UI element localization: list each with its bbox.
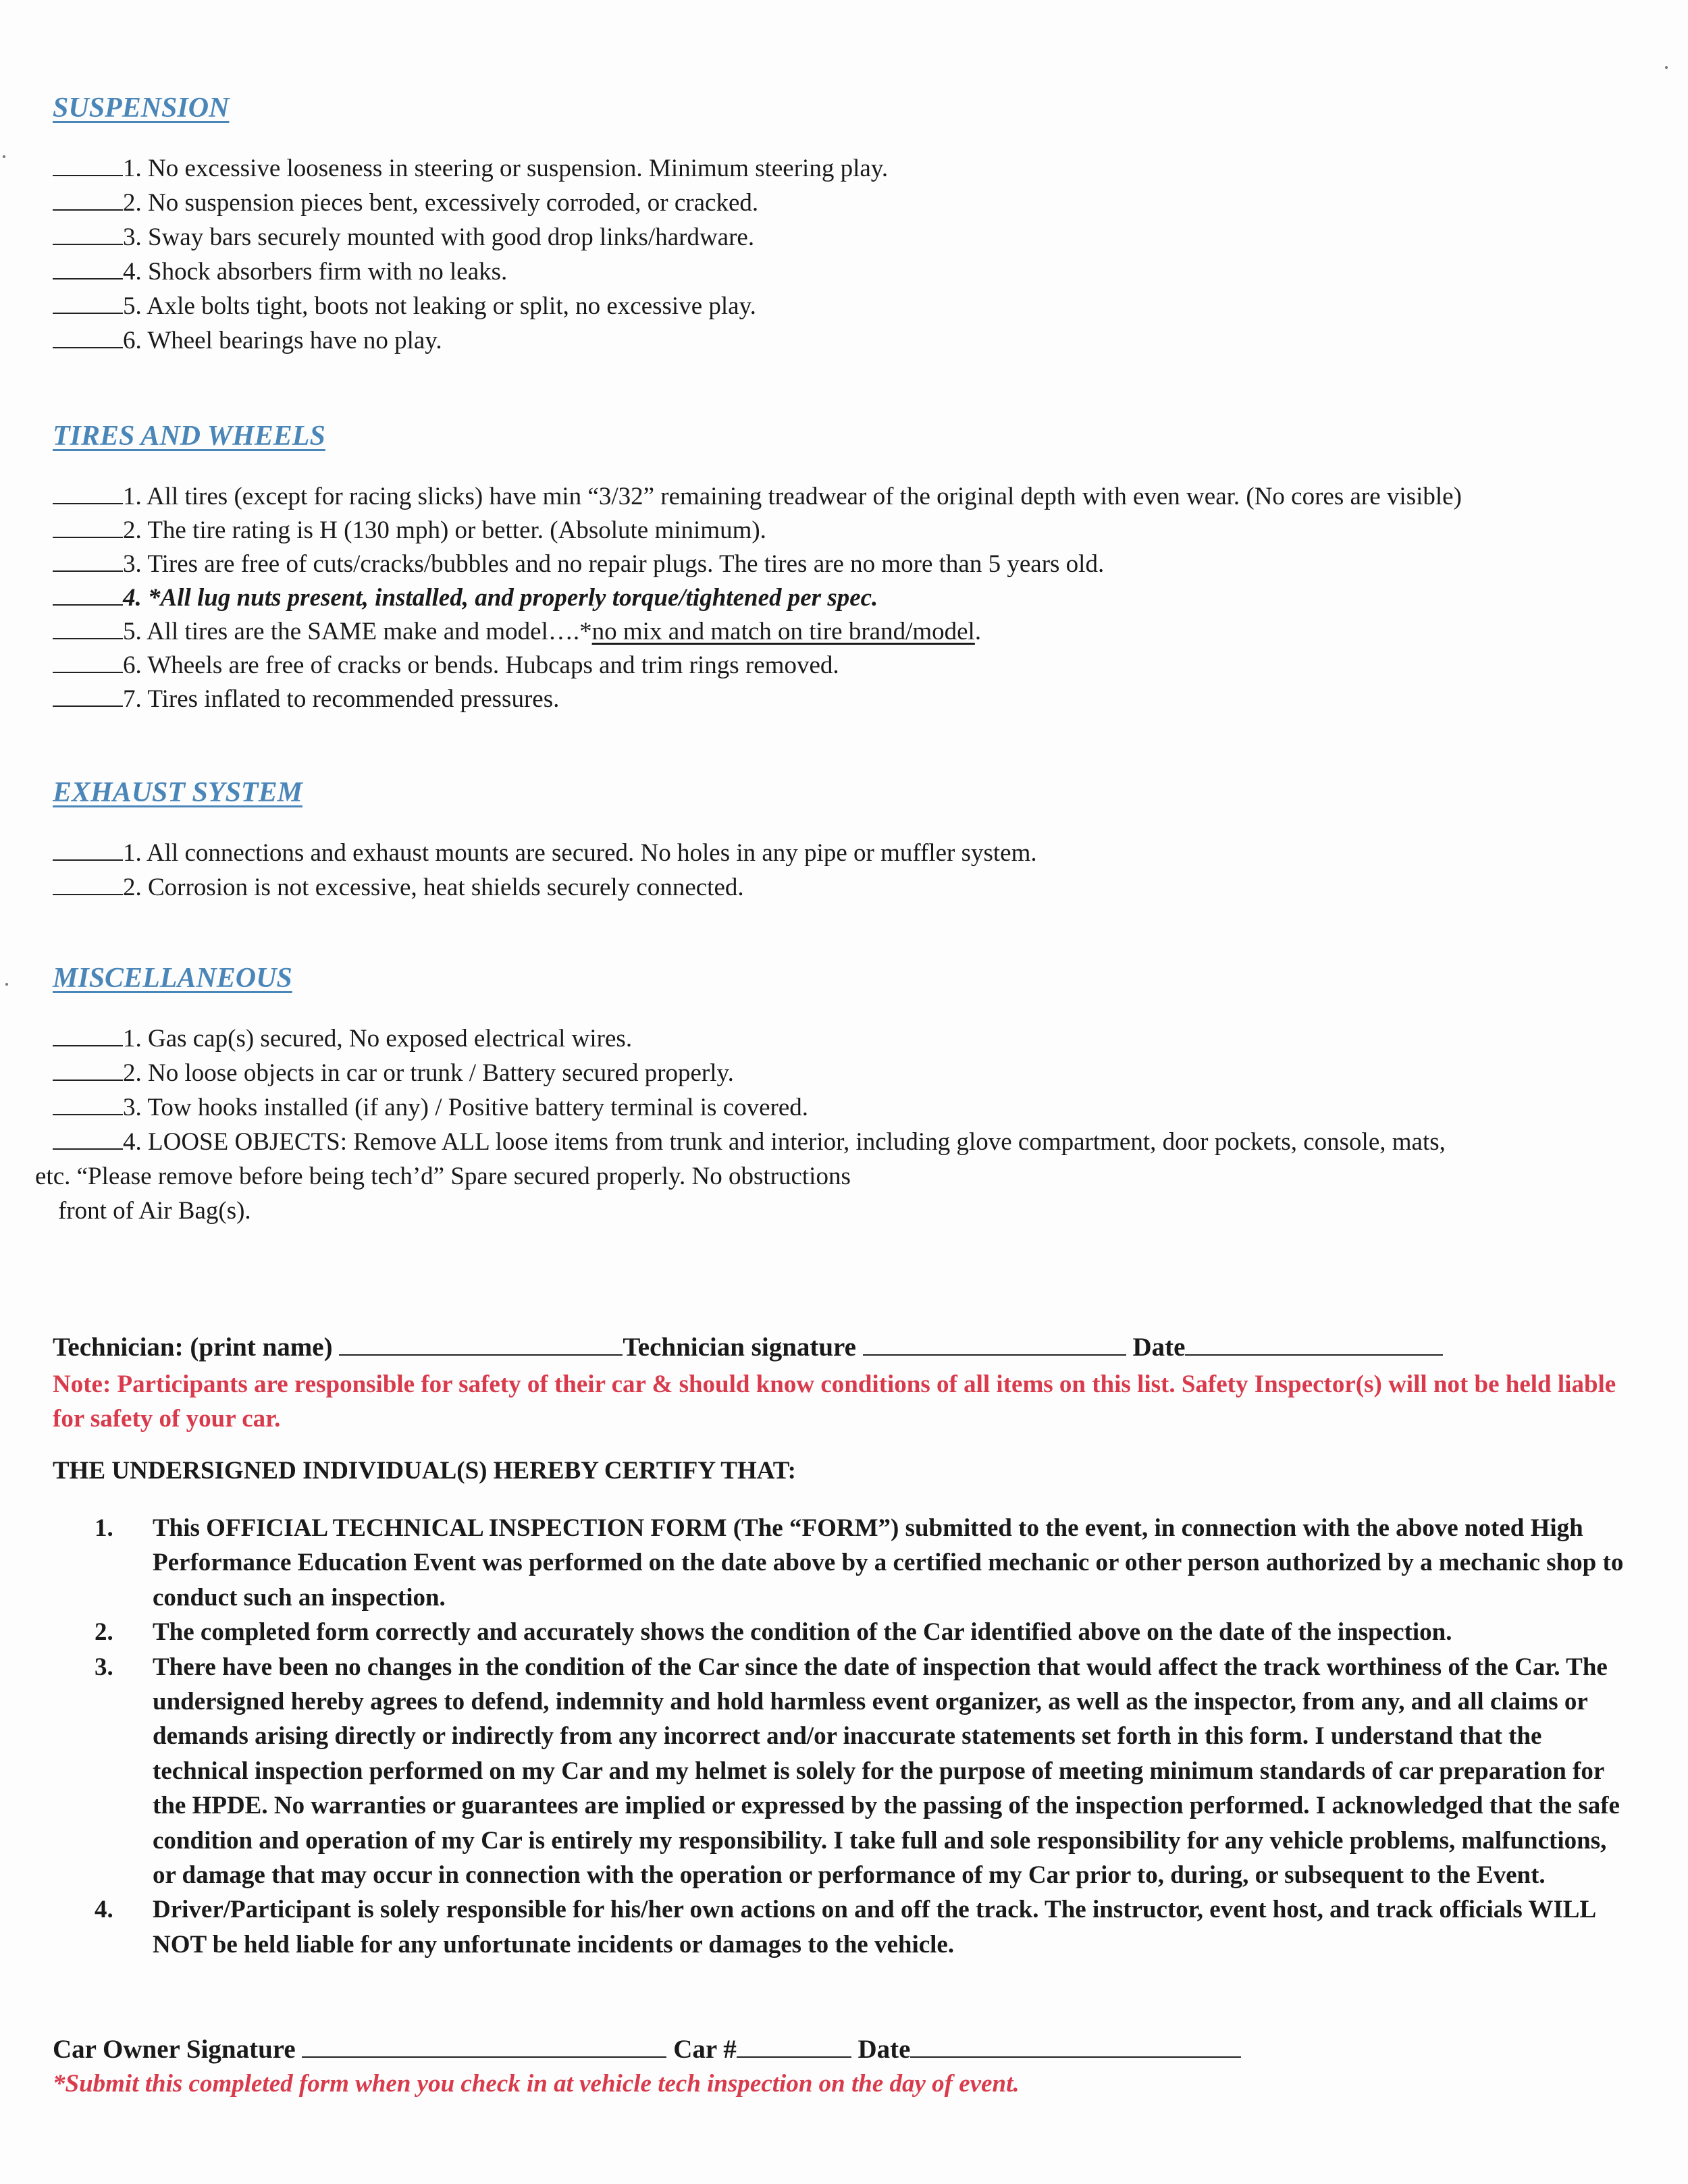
section-title-tires-and-wheels: TIRES AND WHEELS [53, 421, 325, 452]
owner-signature-field[interactable] [302, 2033, 666, 2058]
checklist-item: 3. Tow hooks installed (if any) / Positive battery terminal is covered. [53, 1090, 808, 1125]
check-blank[interactable] [53, 584, 123, 606]
checklist-item-continuation: front of Air Bag(s). [58, 1197, 251, 1225]
check-blank[interactable] [53, 327, 123, 348]
check-blank[interactable] [53, 292, 123, 314]
check-blank[interactable] [53, 550, 123, 572]
certification-terms [95, 1511, 1634, 1962]
checklist-item: 4. LOOSE OBJECTS: Remove ALL loose items from trunk and interior, including glove compartment, door pockets, console, mats, [53, 1125, 1446, 1159]
checklist-item: 6. Wheels are free of cracks or bends. Hubcaps and trim rings removed. [53, 648, 839, 683]
term-item: 3. There have been no changes in the condition of the Car since the date of inspection that would affect the track worthiness of the Car. The undersigned hereby agrees to defend, indemnity and hold harmless event organizer, as well as the inspector, from any, and all claims or demands arising directly or indirectly from any incorrect and/or inaccurate statements set forth in this form. I understand that the technical inspection performed on my Car and my helmet is solely for the purpose of meeting minimum standards of car preparation for the HPDE. No warranties or guarantees are implied or expressed by the passing of the inspection performed. I acknowledged that the safe condition and operation of my Car is entirely my responsibility. I take full and sole responsibility for any vehicle problems, malfunctions, or damage that may occur in connection with the operation or performance of my Car prior to, during, or subsequent to the Event. [95, 1653, 1620, 1890]
check-blank[interactable] [53, 651, 123, 673]
technician-print-name-field[interactable] [339, 1331, 623, 1356]
check-blank[interactable] [53, 839, 123, 861]
certify-heading: THE UNDERSIGNED INDIVIDUAL(S) HEREBY CERTIFY THAT: [53, 1457, 796, 1485]
checklist-item: 2. No loose objects in car or trunk / Battery secured properly. [53, 1056, 734, 1090]
scan-speck [1665, 66, 1668, 69]
checklist-item: 2. Corrosion is not excessive, heat shields securely connected. [53, 870, 744, 905]
checklist-item: 6. Wheel bearings have no play. [53, 323, 442, 358]
car-number-label: Car # [673, 2035, 737, 2064]
technician-signature-field[interactable] [863, 1331, 1126, 1356]
section-title-exhaust-system: EXHAUST SYSTEM [53, 777, 302, 808]
scan-speck [3, 155, 5, 158]
car-number-field[interactable] [737, 2033, 851, 2058]
checklist-item: 5. Axle bolts tight, boots not leaking or split, no excessive play. [53, 289, 756, 323]
checklist-item: 1. Gas cap(s) secured, No exposed electrical wires. [53, 1021, 632, 1056]
owner-signature-label: Car Owner Signature [53, 2035, 296, 2064]
check-blank[interactable] [53, 223, 123, 245]
checklist-item: 3. Tires are free of cuts/cracks/bubbles and no repair plugs. The tires are no more than 5 years old. [53, 547, 1104, 581]
technician-signature-label: Technician signature [623, 1333, 856, 1362]
submit-note: *Submit this completed form when you check in at vehicle tech inspection on the day of event. [53, 2070, 1020, 2098]
owner-date-label: Date [858, 2035, 911, 2064]
check-blank[interactable] [53, 516, 123, 538]
technician-line [53, 1331, 1443, 1362]
technician-print-name-label: Technician: (print name) [53, 1333, 333, 1362]
checklist-item: 1. All connections and exhaust mounts are secured. No holes in any pipe or muffler system. [53, 836, 1037, 870]
checklist-item: 2. The tire rating is H (130 mph) or better. (Absolute minimum). [53, 513, 766, 548]
checklist-item: 5. All tires are the SAME make and model….*no mix and match on tire brand/model. [53, 614, 981, 649]
check-blank[interactable] [53, 1025, 123, 1046]
check-blank[interactable] [53, 1059, 123, 1081]
underlined-text: no mix and match on tire brand/model [591, 618, 975, 645]
check-blank[interactable] [53, 1128, 123, 1150]
section-title-miscellaneous: MISCELLANEOUS [53, 963, 292, 994]
term-item: 1. This OFFICIAL TECHNICAL INSPECTION FORM (The “FORM”) submitted to the event, in connection with the above noted High Performance Education Event was performed on the date above by a certified mechanic or other person authorized by a mechanic shop to conduct such an inspection. [95, 1514, 1624, 1612]
technician-date-label: Date [1132, 1333, 1186, 1362]
checklist-item: 7. Tires inflated to recommended pressures. [53, 682, 559, 716]
check-blank[interactable] [53, 1094, 123, 1115]
safety-note: Note: Participants are responsible for safety of their car & should know conditions of all items on this list. Safety Inspector(s) will not be held liable for safety of your car. [53, 1370, 1616, 1433]
owner-line [53, 2033, 1241, 2065]
checklist-item: 1. No excessive looseness in steering or suspension. Minimum steering play. [53, 151, 888, 186]
check-blank[interactable] [53, 189, 123, 211]
check-blank[interactable] [53, 874, 123, 895]
checklist-item: 2. No suspension pieces bent, excessively corroded, or cracked. [53, 186, 758, 220]
check-blank[interactable] [53, 685, 123, 707]
check-blank[interactable] [53, 155, 123, 176]
checklist-item: 3. Sway bars securely mounted with good drop links/hardware. [53, 220, 754, 255]
checklist-item: 4. *All lug nuts present, installed, and properly torque/tightened per spec. [53, 581, 878, 615]
section-title-suspension: SUSPENSION [53, 92, 230, 124]
term-item: 2. The completed form correctly and accurately shows the condition of the Car identified above on the date of the inspection. [95, 1618, 1452, 1647]
checklist-item-continuation: etc. “Please remove before being tech’d” Spare secured properly. No obstructions [35, 1163, 851, 1190]
scan-speck [5, 983, 8, 986]
term-item: 4. Driver/Participant is solely responsible for his/her own actions on and off the track. The instructor, event host, and track officials WILL NOT be held liable for any unfortunate incidents or damages to the vehicle. [95, 1896, 1595, 1959]
check-blank[interactable] [53, 618, 123, 639]
checklist-item: 1. All tires (except for racing slicks) have min “3/32” remaining treadwear of the original depth with even wear. (No cores are visible) [53, 479, 1462, 514]
owner-date-field[interactable] [910, 2033, 1241, 2058]
checklist-item: 4. Shock absorbers firm with no leaks. [53, 255, 507, 289]
check-blank[interactable] [53, 483, 123, 504]
technician-date-field[interactable] [1185, 1331, 1443, 1356]
check-blank[interactable] [53, 258, 123, 279]
